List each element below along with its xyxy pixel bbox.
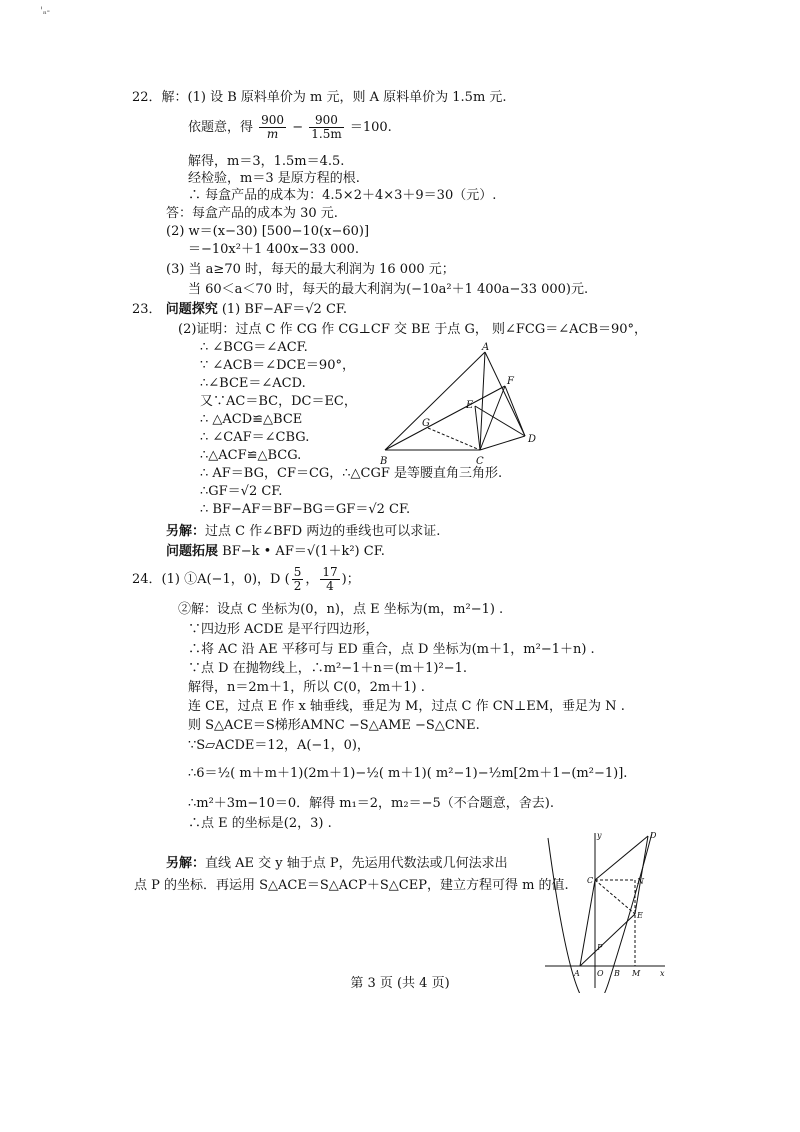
q24-line-9: ∴m²＋3m−10＝0．解得 m₁＝2，m₂＝−5（不合题意，舍去).	[188, 796, 554, 811]
graph-label-y: y	[597, 831, 602, 840]
q23-alt-label: 另解：	[166, 524, 206, 539]
q24-head-tail: )；	[341, 572, 360, 587]
q23-step-0: ∴ ∠BCG＝∠ACF.	[200, 340, 308, 355]
q24-dy-frac	[320, 566, 339, 593]
q22-head: 22．解：(1) 设 B 原料单价为 m 元，则 A 原料单价为 1.5m 元.	[132, 90, 507, 105]
q24-line-4: 解得，n＝2m＋1，所以 C(0，2m＋1) .	[188, 680, 425, 695]
q24-dx-num: 5	[293, 565, 302, 579]
q22-equation	[188, 114, 392, 141]
q24-line-7: ∵S▱ACDE＝12，A(−1，0)，	[188, 738, 370, 753]
graph-label-c: C	[587, 876, 594, 885]
q22-eq-suffix: ＝100.	[349, 120, 392, 135]
fig-label-c: C	[476, 456, 484, 467]
line-bf	[385, 386, 505, 450]
q22-cost: ∴ 每盒产品的成本为：4.5×2＋4×3＋9＝30（元）.	[188, 188, 497, 203]
line-fc	[480, 386, 505, 450]
graph-label-e: E	[637, 911, 643, 920]
graph-label-o: O	[597, 969, 604, 978]
q24-head-text: 24．(1) ①A(−1，0)，D (	[132, 572, 290, 587]
q23-step-6: ∴△ACF≌△BCG.	[200, 448, 302, 463]
line-fd	[505, 386, 525, 436]
seg-ae	[580, 914, 635, 966]
q23-step-3: 又∵AC＝BC，DC＝EC，	[200, 394, 357, 409]
q23-step-1: ∵ ∠ACB＝∠DCE＝90°，	[200, 358, 355, 373]
q23-number: 23．	[132, 302, 162, 317]
q23-step-9: ∴ BF−AF＝BF−BG＝GF＝√2 CF.	[200, 502, 411, 517]
graph-label-x: x	[660, 969, 665, 978]
q22-frac2-den: 1.5m	[311, 127, 342, 141]
q22-frac-1	[259, 114, 286, 141]
q24-dy-num: 17	[322, 565, 338, 579]
q24-alt-label: 另解：	[166, 856, 206, 871]
q22-part3-line1: (3) 当 a≥70 时，每天的最大利润为 16 000 元；	[166, 262, 455, 277]
fig-label-b: B	[380, 456, 388, 467]
q22-minus: −	[292, 120, 304, 135]
q24-dx-den: 2	[293, 579, 302, 593]
q22-part2-line2: ＝−10x²＋1 400x−33 000.	[188, 242, 360, 257]
q23-step-5: ∴ ∠CAF＝∠CBG.	[200, 430, 310, 445]
q23-head-label: 问题探究	[165, 302, 218, 317]
q23-step-7: ∴ AF＝BG，CF＝CG，∴△CGF 是等腰直角三角形.	[200, 466, 503, 481]
q24-alt-line2: 点 P 的坐标．再运用 S△ACE＝S△ACP＋S△CEP，建立方程可得 m 的值.	[134, 878, 569, 893]
q24-line-6: 则 S△ACE＝S梯形AMNC −S△AME −S△CNE.	[188, 718, 480, 733]
line-ec	[475, 406, 480, 450]
q24-parabola-graph	[540, 828, 670, 993]
fig-label-g: G	[422, 418, 430, 429]
graph-label-p: P	[597, 943, 603, 952]
q23-ext-text: BF−k • AF＝√(1＋k²) CF.	[222, 544, 385, 559]
q24-dx-frac	[292, 566, 304, 593]
fig-label-e: E	[466, 400, 474, 411]
line-cd	[480, 436, 525, 450]
line-gc	[428, 428, 480, 450]
q23-proof-intro: (2)证明：过点 C 作 CG 作 CG⊥CF 交 BE 于点 G， 则∠FCG＝∠ACB＝90°，	[178, 322, 648, 337]
q22-frac1-num: 900	[261, 113, 285, 127]
seg-ce	[595, 880, 635, 914]
q23-head-text: (1) BF−AF＝√2 CF.	[221, 302, 348, 317]
q22-frac1-den: m	[266, 127, 279, 141]
graph-label-d: D	[650, 831, 657, 840]
fig-label-a: A	[482, 342, 490, 353]
q22-eq-prefix: 依题意，得	[188, 120, 254, 135]
q24-line-3: ∵点 D 在抛物线上，∴m²−1＋n＝(m＋1)²−1.	[188, 661, 468, 676]
q23-ext-label: 问题拓展	[166, 544, 219, 559]
q24-line-10: ∴点 E 的坐标是(2，3) .	[188, 816, 332, 831]
q24-line-5: 连 CE，过点 E 作 x 轴垂线，垂足为 M，过点 C 作 CN⊥EM，垂足为 N .	[188, 699, 625, 714]
q24-head: 24．(1) ①A(−1，0)，D ( $\frac{5}{2}$ ， $\frac{17}{4}$ )；	[132, 565, 360, 593]
q23-triangle-figure	[380, 340, 550, 470]
q24-alt-line1	[166, 856, 508, 872]
seg-cd	[595, 836, 648, 880]
q22-frac2-num: 900	[309, 114, 343, 128]
q22-solve: 解得，m＝3，1.5m＝4.5.	[188, 154, 345, 169]
fig-label-f: F	[507, 376, 514, 387]
q23-step-2: ∴∠BCE＝∠ACD.	[200, 376, 306, 391]
fig-label-d: D	[528, 434, 537, 445]
q24-line-8: ∴6＝½( m＋m＋1)(2m＋1)−½( m＋1)( m²−1)−½m[2m＋1−(m²−1)].	[188, 766, 628, 781]
graph-label-m: M	[632, 969, 641, 978]
q22-frac-2	[309, 114, 343, 141]
seg-ed	[635, 836, 648, 914]
graph-label-a: A	[574, 969, 580, 978]
q24-line-1: ∵四边形 ACDE 是平行四边形，	[188, 622, 379, 637]
q23-step-4: ∴ △ACD≌△BCE	[200, 412, 303, 427]
q23-step-8: ∴GF＝√2 CF.	[200, 484, 283, 499]
q22-part3-line2: 当 60＜a＜70 时，每天的最大利润为(−10a²＋1 400a−33 000)元.	[188, 282, 589, 297]
corner-mark: 'ₐ-	[40, 6, 50, 17]
page-footer: 第 3 页 (共 4 页)	[350, 976, 450, 991]
q23-head	[132, 302, 347, 318]
seg-ac	[580, 880, 595, 966]
q24-line-0: ②解：设点 C 坐标为(0，n)，点 E 坐标为(m，m²−1) .	[178, 602, 504, 617]
q23-alt	[166, 524, 440, 540]
q23-alt-text: 过点 C 作∠BFD 两边的垂线也可以求证.	[205, 524, 441, 539]
q22-part2-line1: (2) w＝(x−30) [500−10(x−60)]	[166, 224, 370, 239]
graph-label-b: B	[614, 969, 620, 978]
q22-answer: 答：每盒产品的成本为 30 元.	[166, 206, 338, 221]
graph-label-n: N	[637, 877, 644, 886]
line-ac	[480, 352, 485, 450]
q22-check: 经检验，m＝3 是原方程的根.	[188, 171, 360, 186]
q23-extension	[166, 544, 385, 560]
q24-line-2: ∴将 AC 沿 AE 平移可与 ED 重合，点 D 坐标为(m＋1，m²−1＋n) .	[188, 642, 595, 657]
q24-alt-text1: 直线 AE 交 y 轴于点 P，先运用代数法或几何法求出	[205, 856, 508, 871]
q24-dy-den: 4	[326, 579, 334, 593]
